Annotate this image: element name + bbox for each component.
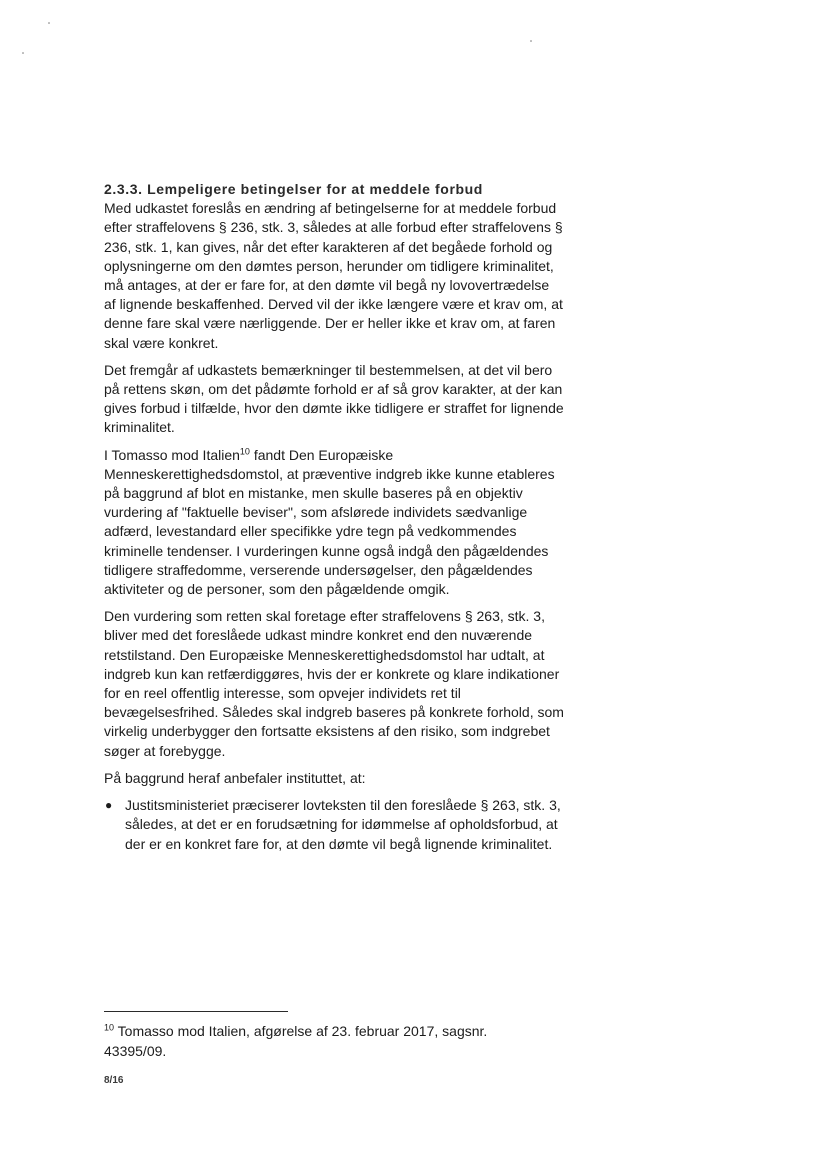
list-item bbox=[104, 796, 564, 854]
main-text bbox=[104, 180, 564, 854]
footnote-text: Tomasso mod Italien, afgørelse af 23. februar 2017, sagsnr. 43395/09. bbox=[104, 1023, 488, 1059]
paragraph-1: Med udkastet foreslås en ændring af betingelserne for at meddele forbud efter straffelovens § 236, stk. 3, således at alle forbud efter straffelovens § 236, stk. 1, kan gives, når det efter karakteren af det begåede forhold og oplysningerne om den dømtes person, herunder om tidligere kriminalitet, må antages, at der er fare for, at den dømte vil begå ny lovovertrædelse af lignende beskaffenhed. Derved vil der ikke længere være et krav om, at denne fare skal være nærliggende. Der er heller ikke et krav om, at faren skal være konkret. bbox=[104, 200, 563, 351]
paragraph-2: Det fremgår af udkastets bemærkninger til bestemmelsen, at det vil bero på rettens skøn, om det pådømte forhold er af så grov karakter, at der kan gives forbud i tilfælde, hvor den dømte ikke tidligere er straffet for lignende kriminalitet. bbox=[104, 361, 564, 436]
paragraph-3-start: I Tomasso mod Italien bbox=[104, 446, 240, 463]
footnote-number: 10 bbox=[104, 1022, 115, 1033]
scan-speck bbox=[48, 22, 50, 24]
section-heading: 2.3.3. Lempeligere betingelser for at meddele forbud bbox=[104, 181, 483, 197]
footnote-reference[interactable]: 10 bbox=[239, 445, 250, 456]
paragraph-4: Den vurdering som retten skal foretage efter straffelovens § 263, stk. 3, bliver med det foreslåede udkast mindre konkret end den nuværende retstilstand. Den Europæiske Menneskerettighedsdomstol har udtalt, at indgreb kun kan retfærdiggøres, hvis der er konkrete og klare indikationer for en reel offentlig interesse, som opvejer individets ret til bevægelsesfrihed. Således skal indgreb baseres på konkrete forhold, som virkelig underbygger den fortsatte eksistens af den risiko, som indgrebet søger at forebygge. bbox=[104, 608, 564, 759]
paragraph-3 bbox=[104, 446, 564, 600]
footnote bbox=[104, 1022, 544, 1061]
scan-speck bbox=[22, 52, 24, 54]
list-item-text: Justitsministeriet præciserer lovteksten til den foreslåede § 263, stk. 3, således, at det er en forudsætning for idømmelse af opholdsforbud, at der er en konkret fare for, at den dømte vil begå lignende kriminalitet. bbox=[125, 797, 561, 852]
scan-speck bbox=[530, 40, 532, 42]
page-number: 8/16 bbox=[104, 1075, 124, 1086]
paragraph-3-rest: fandt Den Europæiske Menneskerettighedsdomstol, at præventive indgreb ikke kunne etableres på baggrund af blot en mistanke, men skulle baseres på en objektiv vurdering af "faktuelle beviser", som afslørede individets sædvanlige adfærd, levestandard eller specifikke ydre tegn på vedkommendes kriminelle tendenser. I vurderingen kunne også indgå den pågældendes tidligere straffedomme, verserende undersøgelser, den pågældendes aktiviteter og de personer, som den pågældende omgik. bbox=[104, 446, 555, 598]
recommendation-list bbox=[104, 796, 564, 854]
footnote-divider bbox=[104, 1011, 288, 1012]
bullet-icon: ● bbox=[105, 798, 113, 813]
paragraph-5: På baggrund heraf anbefaler instituttet, at: bbox=[104, 769, 366, 786]
